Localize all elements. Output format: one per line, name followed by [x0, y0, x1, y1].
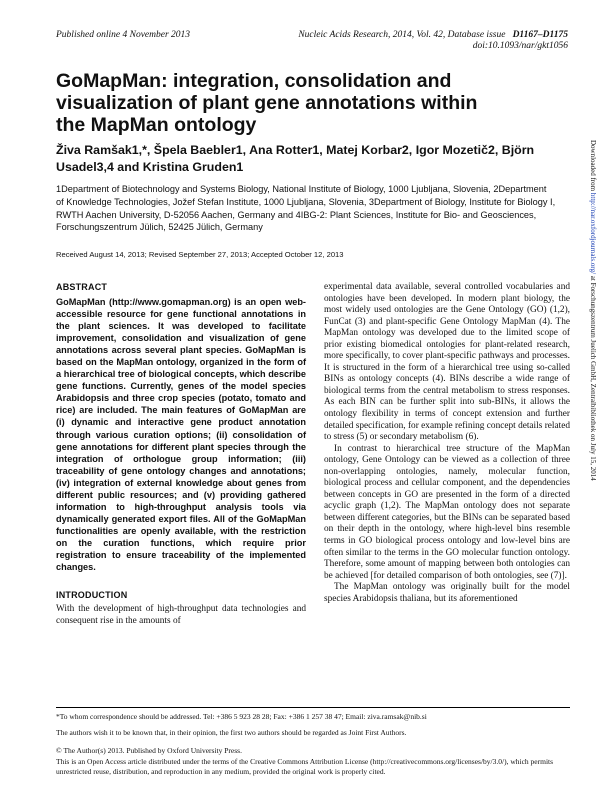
- abstract-heading: ABSTRACT: [56, 282, 108, 292]
- copyright-note: © The Author(s) 2013. Published by Oxford University Press.: [56, 746, 242, 755]
- introduction-heading: INTRODUCTION: [56, 590, 128, 601]
- doi[interactable]: doi:10.1093/nar/gkt1056: [472, 41, 568, 51]
- received-dates: Received August 14, 2013; Revised September 27, 2013; Accepted October 12, 2013: [56, 250, 344, 259]
- journal-citation: [298, 30, 568, 52]
- correspondence-footnote: *To whom correspondence should be addressed. Tel: +386 5 923 28 28; Fax: +386 1 257 38 47; Email: ziva.ramsak@nib.si: [56, 712, 427, 721]
- right-column: [324, 282, 570, 605]
- intro-paragraph-start: With the development of high-throughput data technologies and consequent rise in the amounts of: [56, 604, 306, 626]
- intro-paragraph-continued: experimental data available, several controlled vocabularies and ontologies have been developed. In modern plant biology, the most widely used ontologies are the Gene Ontology (GO) (1,2), FunCat (3) and plant-specific Gene Ontology MapMan (4). The MapMan ontology was developed due to the limited scope of prior existing biomedical ontologies for plant-related research, more specifically, to cover plant-specific pathways and processes. It is structured in the form of a hierarchical tree using so-called BINs as ontology concepts (4). BINs describe a wide range of biological terms from the central metabolism to stress responses. As each BIN can be further split into sub-BINs, it allows the ontology flexibility in terms of concept extension and further detailed specification, for example refining concept details related to stress (5) or secondary metabolism (6).: [324, 282, 570, 443]
- intro-paragraph-3: The MapMan ontology was originally built for the model species Arabidopsis thaliana, but its aforementioned: [324, 582, 570, 604]
- footnote-rule: [56, 707, 570, 708]
- left-column: [56, 282, 306, 627]
- sidebar-link[interactable]: http://nar.oxfordjournals.org/: [589, 192, 597, 275]
- license-note: This is an Open Access article distributed under the terms of the Creative Commons Attribution License (http://creativecommons.org/licenses/by/3.0/), which permits unrestricted reuse, distribution, and reproduction in any medium, provided the original work is properly cited.: [56, 757, 554, 776]
- journal-name: Nucleic Acids Research, 2014, Vol. 42, Database issue: [298, 30, 506, 40]
- sidebar-prefix: Downloaded from: [589, 140, 597, 193]
- abstract-text: GoMapMan (http://www.gomapman.org) is an open web-accessible resource for gene functional annotations in the plant sciences. It was developed to facilitate improvement, consolidation and visualization of gene annotations across several plant species. GoMapMan is based on the MapMan ontology, organized in the form of a hierarchical tree of biological concepts, which describe gene functions. Currently, genes of the model species Arabidopsis and three crop species (potato, tomato and rice) are included. The main features of GoMapMan are (i) dynamic and interactive gene product annotation through various curation options; (ii) consolidation of gene annotations for different plant species through the integration of orthologue group information; (iii) traceability of gene ontology changes and annotations; (iv) integration of external knowledge about genes from different public resources; and (v) providing gathered information to high-throughput analysis tools via dynamically generated export files. All of the GoMapMan functionalities are openly available, with the restriction on the curation functions, which require prior registration to ensure traceability of the implemented changes.: [56, 297, 306, 573]
- download-sidebar: [589, 140, 597, 660]
- joint-authors-footnote: The authors wish it to be known that, in their opinion, the first two authors should be regarded as Joint First Authors.: [56, 728, 407, 737]
- affiliations: 1Department of Biotechnology and Systems Biology, National Institute of Biology, 1000 Ljubljana, Slovenia, 2Department of Knowledge Technologies, Jožef Stefan Institute, 1000 Ljubljana, Slovenia, 3Department of Biology, Institute for Biology I, RWTH Aachen University, D-52056 Aachen, Germany and 4IBG-2: Plant Sciences, Institute for Bio- and Geosciences, Forschungszentrum Jülich, 52425 Jülich, Germany: [56, 184, 556, 233]
- article-title: GoMapMan: integration, consolidation and visualization of plant gene annotations within the MapMan ontology: [56, 70, 478, 136]
- page-range: D1167–D1175: [512, 30, 568, 40]
- author-list: Živa Ramšak1,*, Špela Baebler1, Ana Rotter1, Matej Korbar2, Igor Mozetič2, Björn Usadel3,4 and Kristina Gruden1: [56, 143, 535, 174]
- sidebar-suffix: at Forschungszentrum Juelich GmbH, Zentralbibliothek on July 15, 2014: [589, 274, 597, 481]
- intro-paragraph-2: In contrast to hierarchical tree structure of the MapMan ontology, Gene Ontology can be viewed as a collection of three non-overlapping ontologies, namely, molecular function, biological process and cellular component, and the dependencies between concepts in GO are presented in the form of a directed acyclic graph (1,2). The MapMan ontology does not separate between different categories, but the BINs can be separated based on their depth in the ontology, where high-level bins resemble terms in GO biological process ontology and low-level bins are often similar to the terms in the GO molecular function ontology. Therefore, some amount of mapping between both ontologies can be achieved [for detailed comparison of both ontologies, see (7)].: [324, 443, 570, 581]
- published-date: Published online 4 November 2013: [56, 30, 191, 40]
